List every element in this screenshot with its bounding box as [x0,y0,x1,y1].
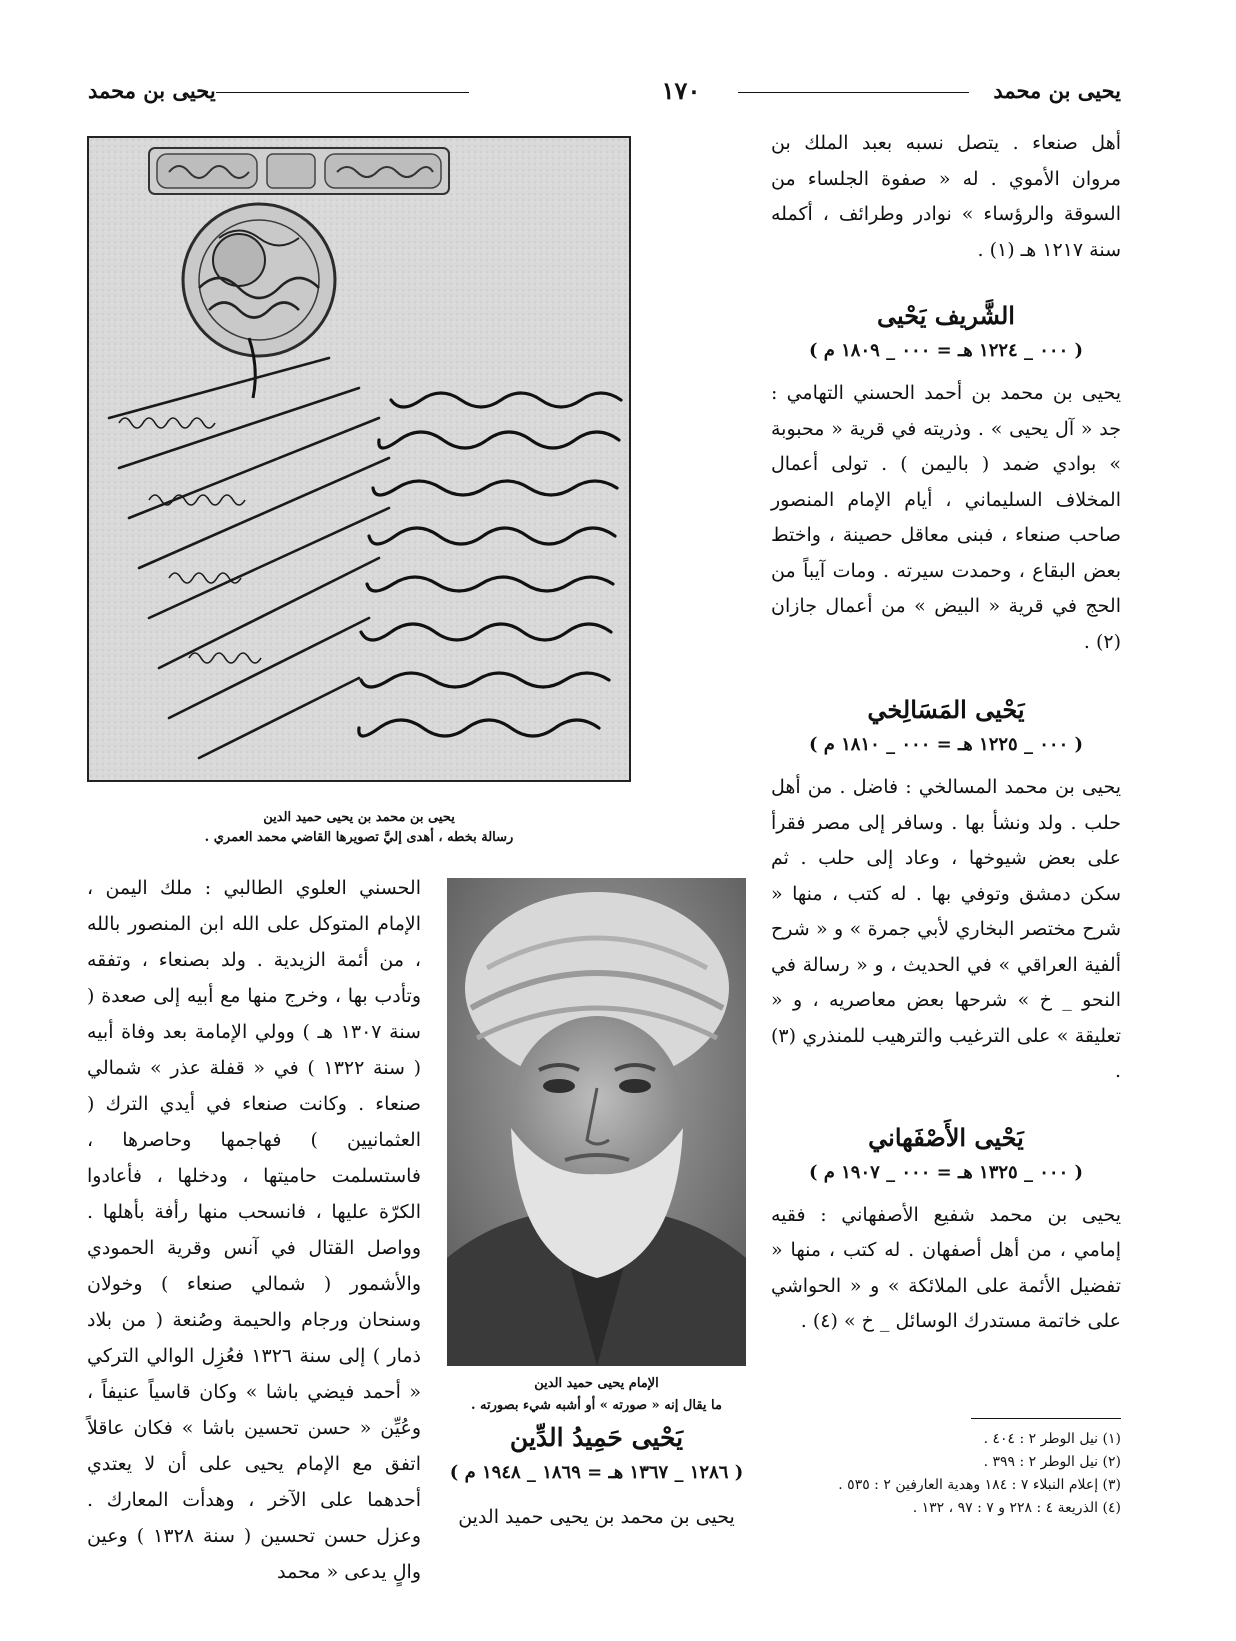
entry-title: يَحْيى الأَصْفَهاني [868,1122,1024,1152]
entry-title: الشَّريف يَحْيى [877,301,1015,330]
intro-paragraph: أهل صنعاء . يتصل نسبه بعبد الملك بن مروان الأموي . له « صفوة الجلساء من السوقة والرؤساء » نوادر وطرائف ، أكمله سنة ١٢١٧ هـ (١) . [771,132,1121,261]
entry-first-line: يحيى بن محمد بن يحيى حميد الدين [458,1506,735,1528]
header-rule-right [738,92,969,93]
portrait-photo [447,878,746,1366]
letter-caption-line2: رسالة بخطه ، أهدى إليَّ تصويرها القاضي محمد العمري . [204,830,514,845]
right-column [771,126,1121,1340]
footnote-rule [971,1418,1121,1419]
running-header [88,78,1121,106]
page-number: ١٧٠ [661,76,701,105]
entry-dates: ( ٠٠٠ _ ١٢٢٥ هـ = ٠٠٠ _ ١٨١٠ م ) [808,734,1084,755]
portrait-caption [447,1373,746,1417]
portrait-drawing [447,878,746,1366]
header-rule-left [216,92,469,93]
entry-dates: ( ١٢٨٦ _ ١٣٦٧ هـ = ١٨٦٩ _ ١٩٤٨ م ) [449,1462,744,1483]
entry-dates: ( ٠٠٠ _ ١٢٢٤ هـ = ٠٠٠ _ ١٨٠٩ م ) [808,340,1084,361]
letter-caption [87,808,631,848]
letter-caption-line1: يحيى بن محمد بن يحيى حميد الدين [263,810,455,825]
entry-title: يَحْيى المَسَالِخي [867,695,1025,724]
entry-body: يحيى بن محمد المسالخي : فاضل . من أهل حلب . ولد ونشأ بها . وسافر إلى مصر فقرأ على بعض شيوخها ، وعاد إلى حلب . ثم سكن دمشق وتوفي بها . له كتب ، منها « شرح مختصر البخاري لأبي جمرة » و « شرح ألفية العراقي » في الحديث ، و « رسالة في النحو _ خ » شرحها بعض معاصريه ، و « تعليقة » على الترغيب والترهيب للمنذري (٣) . [771,776,1121,1082]
entry-yahya-masalikhi [771,690,1121,1090]
letter-drawing [89,138,629,780]
footnote-2: (٢) نيل الوطر ٢ : ٣٩٩ . [983,1454,1121,1470]
entry-title: يَحْيى حَمِيدُ الدِّين [509,1423,684,1452]
portrait-caption-line1: الإمام يحيى حميد الدين [534,1376,659,1391]
footnote-3: (٣) إعلام النبلاء ٧ : ١٨٤ وهدية العارفين ٢ : ٥٣٥ . [838,1477,1121,1493]
header-left-name: يحيى بن محمد [88,78,216,103]
handwritten-letter-image [87,136,631,782]
header-right-name: يحيى بن محمد [993,78,1121,103]
entry-yahya-isfahani [771,1118,1121,1340]
entry-continuation: الحسني العلوي الطالبي : ملك اليمن ، الإمام المتوكل على الله ابن المنصور بالله ، من أئمة الزيدية . ولد بصنعاء ، وتفقه وتأدب بها ، وخرج منها مع أبيه إلى صعدة ( سنة ١٣٠٧ هـ ) وولي الإمامة بعد وفاة أبيه ( سنة ١٣٢٢ ) في « قفلة عذر » شمالي صنعاء . وكانت صنعاء في أيدي الترك ( العثمانيين ) فهاجمها وحاصرها ، فاستسلمت حاميتها ، ودخلها ، فأعادوا الكرّة عليها ، فانسحب منها رأفة بأهلها . وواصل القتال في آنس وقرية الحمودي والأشمور ( شمالي صنعاء ) وخولان وسنحان ورجام والحيمة وصُنعة ( من بلاد ذمار ) إلى سنة ١٣٢٦ فعُزِل الوالي التركي « أحمد فيضي باشا » وكان قاسياً عنيفاً ، وعُيِّن « حسن تحسين باشا » فكان عاقلاً اتفق مع الإمام يحيى على أن لا يعتدي أحدهما على الآخر ، وهدأت المعارك . وعزل حسن تحسين ( سنة ١٣٢٨ ) وعين والٍ يدعى « محمد [87,877,422,1583]
left-column [87,870,421,1590]
footnote-4: (٤) الذريعة ٤ : ٢٢٨ و ٧ : ٩٧ ، ١٣٢ . [912,1500,1121,1516]
entry-body: يحيى بن محمد بن أحمد الحسني التهامي : جد « آل يحيى » . وذريته في قرية « محبوبة » بوادي ضمد ( باليمن ) . تولى أعمال المخلاف السليماني ، أيام الإمام المنصور صاحب صنعاء ، فبنى معاقل حصينة ، واختط بعض البقاع ، وحمدت سيرته . ومات آيباً من الحج في قرية « البيض » من أعمال جازان (٢) . [771,382,1121,653]
entry-body: يحيى بن محمد شفيع الأصفهاني : فقيه إمامي ، من أهل أصفهان . له كتب ، منها « تفضيل الأئمة على الملائكة » و « الحواشي على خاتمة مستدرك الوسائل _ خ » (٤) . [771,1203,1121,1332]
portrait-caption-line2: ما يقال إنه « صورته » أو أشبه شيء بصورته . [471,1398,722,1413]
footnote-1: (١) نيل الوطر ٢ : ٤٠٤ . [983,1431,1121,1447]
entry-sharif-yahya [771,296,1121,660]
entry-dates: ( ٠٠٠ _ ١٣٢٥ هـ = ٠٠٠ _ ١٩٠٧ م ) [808,1161,1084,1183]
entry-yahya-hamid-al-din [447,1418,746,1536]
footnotes [771,1428,1121,1520]
